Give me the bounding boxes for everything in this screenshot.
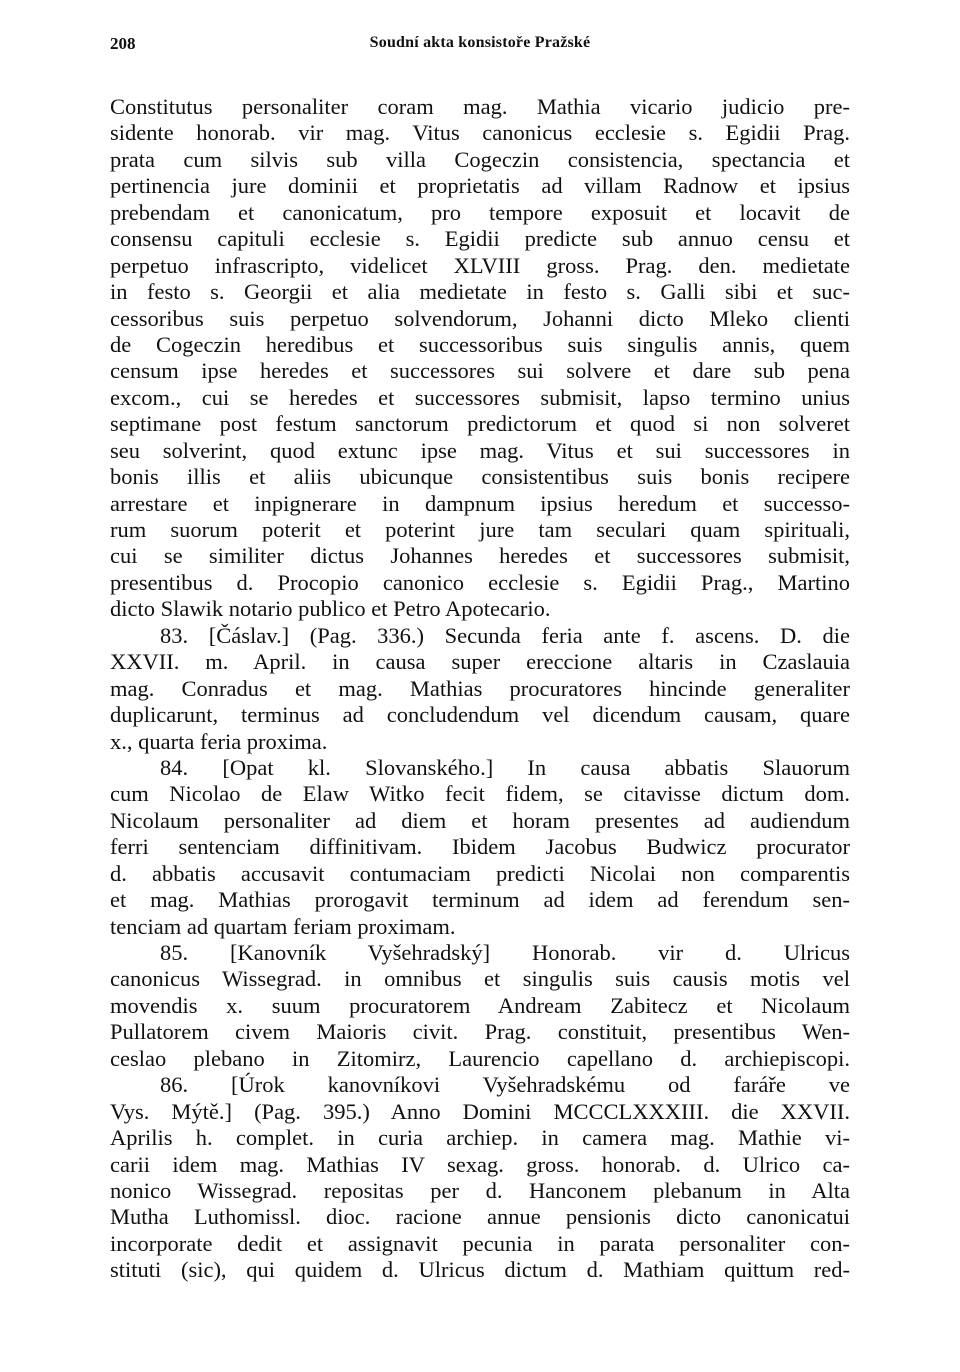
text-line: cessoribus suis perpetuo solvendorum, Johanni dicto Mleko clienti [110, 305, 850, 331]
text-line: d. abbatis accusavit contumaciam predicti Nicolai non comparentis [110, 860, 850, 886]
page-header [110, 34, 850, 56]
text-line: mag. Conradus et mag. Mathias procuratores hincinde generaliter [110, 675, 850, 701]
text-line: prebendam et canonicatum, pro tempore exposuit et locavit de [110, 199, 850, 225]
text-line: Mutha Luthomissl. dioc. racione annue pensionis dicto canonicatui [110, 1204, 850, 1230]
text-line: ferri sentenciam diffinitivam. Ibidem Jacobus Budwicz procurator [110, 834, 850, 860]
text-line: movendis x. suum procuratorem Andream Zabitecz et Nicolaum [110, 992, 850, 1018]
text-line: consensu capituli ecclesie s. Egidii predicte sub annuo censu et [110, 226, 850, 252]
text-line: canonicus Wissegrad. in omnibus et singulis suis causis motis vel [110, 966, 850, 992]
text-line: arrestare et inpignerare in dampnum ipsius heredum et successo- [110, 490, 850, 516]
body-text [110, 94, 850, 1284]
text-line: Pullatorem civem Maioris civit. Prag. constituit, presentibus Wen- [110, 1019, 850, 1045]
text-line: prata cum silvis sub villa Cogeczin consistencia, spectancia et [110, 146, 850, 172]
text-line: Nicolaum personaliter ad diem et horam presentes ad audiendum [110, 807, 850, 833]
text-line: carii idem mag. Mathias IV sexag. gross. honorab. d. Ulrico ca- [110, 1151, 850, 1177]
text-line: cum Nicolao de Elaw Witko fecit fidem, se citavisse dictum dom. [110, 781, 850, 807]
text-line: presentibus d. Procopio canonico ecclesie s. Egidii Prag., Martino [110, 569, 850, 595]
text-line: dicto Slawik notario publico et Petro Apotecario. [110, 596, 551, 622]
text-line: de Cogeczin heredibus et successoribus suis singulis annis, quem [110, 331, 850, 357]
text-line: excom., cui se heredes et successores submisit, lapso termino unius [110, 384, 850, 410]
text-line: seu solverint, quod extunc ipse mag. Vitus et sui successores in [110, 437, 850, 463]
text-line: duplicarunt, terminus ad concludendum vel dicendum causam, quare [110, 702, 850, 728]
text-line: sidente honorab. vir mag. Vitus canonicus ecclesie s. Egidii Prag. [110, 120, 850, 146]
text-line: Constitutus personaliter coram mag. Mathia vicario judicio pre- [110, 94, 850, 119]
text-line: septimane post festum sanctorum predictorum et quod si non solveret [110, 411, 850, 437]
text-line: rum suorum poterit et poterint jure tam seculari quam spirituali, [110, 517, 850, 542]
text-line: tenciam ad quartam feriam proximam. [110, 913, 456, 939]
text-line: stituti (sic), qui quidem d. Ulricus dictum d. Mathiam quittum red- [110, 1257, 850, 1283]
entry-84-heading: 84. [Opat kl. Slovanského.] In causa abbatis Slauorum [160, 754, 850, 780]
text-line: ceslao plebano in Zitomirz, Laurencio capellano d. archiepiscopi. [110, 1045, 850, 1071]
text-line: bonis illis et aliis ubicunque consistentibus suis bonis recipere [110, 464, 850, 490]
entry-86-heading: 86. [Úrok kanovníkovi Vyšehradskému od faráře ve [160, 1072, 850, 1098]
text-line: Aprilis h. complet. in curia archiep. in camera mag. Mathie vi- [110, 1125, 850, 1151]
page-number: 208 [110, 34, 136, 53]
text-line: x., quarta feria proxima. [110, 728, 328, 754]
text-line: in festo s. Georgii et alia medietate in festo s. Galli sibi et suc- [110, 279, 850, 305]
entry-83-heading: 83. [Čáslav.] (Pag. 336.) Secunda feria ante f. ascens. D. die [160, 622, 850, 648]
text-line: nonico Wissegrad. repositas per d. Hanconem plebanum in Alta [110, 1177, 850, 1203]
text-line: censum ipse heredes et successores sui solvere et dare sub pena [110, 358, 850, 384]
text-line: cui se similiter dictus Johannes heredes et successores submisit, [110, 543, 850, 569]
text-line: incorporate dedit et assignavit pecunia in parata personaliter con- [110, 1230, 850, 1256]
entry-85-heading: 85. [Kanovník Vyšehradský] Honorab. vir d. Ulricus [160, 940, 850, 965]
text-line: perpetuo infrascripto, videlicet XLVIII gross. Prag. den. medietate [110, 252, 850, 278]
text-line: XXVII. m. April. in causa super ereccione altaris in Czaslauia [110, 649, 850, 675]
text-line: et mag. Mathias prorogavit terminum ad idem ad ferendum sen- [110, 887, 850, 913]
text-line: Vys. Mýtě.] (Pag. 395.) Anno Domini MCCCLXXXIII. die XXVII. [110, 1098, 850, 1124]
running-title: Soudní akta konsistoře Pražské [369, 34, 591, 51]
text-line: pertinencia jure dominii et proprietatis ad villam Radnow et ipsius [110, 173, 850, 199]
